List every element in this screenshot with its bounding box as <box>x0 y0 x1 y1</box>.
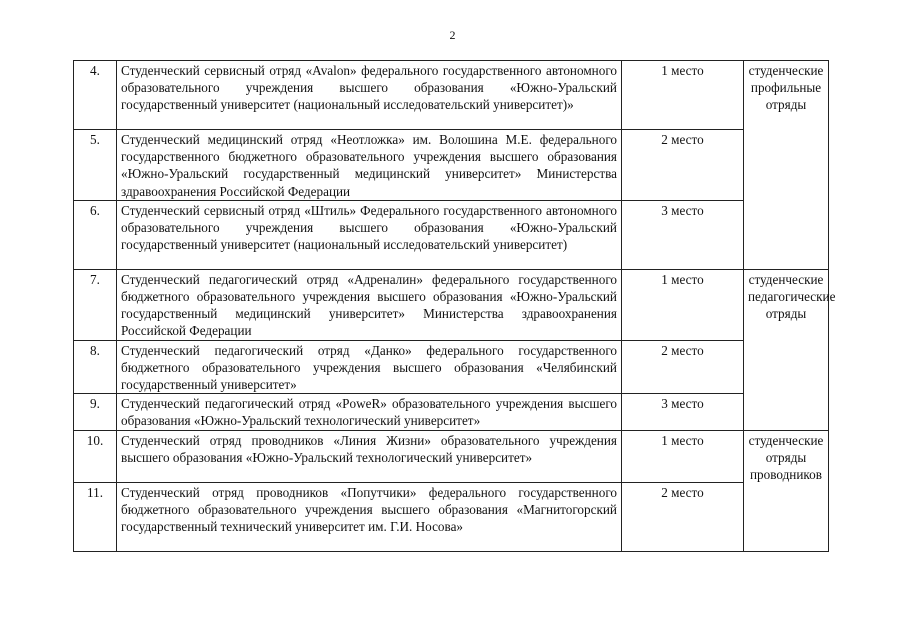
table-row <box>74 430 829 482</box>
detachment-name: Студенческий медицинский отряд «Неотложка» им. Волошина М.Е. федерального государственного бюджетного образовательного учреждения высшего образования «Южно-Уральский государственный медицинский университет» Министерства здравоохранения Российской Федерации <box>117 130 622 201</box>
table-row <box>74 130 829 201</box>
detachment-name: Студенческий отряд проводников «Попутчики» федерального государственного бюджетного образовательного учреждения высшего образования «Магнитогорский государственный технический университет им. Г.И. Носова» <box>117 482 622 551</box>
row-number: 4. <box>74 61 117 130</box>
detachment-name: Студенческий педагогический отряд «Адреналин» федерального государственного бюджетного образовательного учреждения высшего образования «Южно-Уральский государственный медицинский университет» Министерства здравоохранения Российской Федерации <box>117 269 622 340</box>
table-row <box>74 269 829 340</box>
detachment-name: Студенческий отряд проводников «Линия Жизни» образовательного учреждения высшего образования «Южно-Уральский технологический университет» <box>117 430 622 482</box>
row-number: 11. <box>74 482 117 551</box>
row-number: 6. <box>74 200 117 269</box>
place-cell: 2 место <box>622 340 744 394</box>
table-row <box>74 61 829 130</box>
place-cell: 3 место <box>622 200 744 269</box>
detachment-name: Студенческий педагогический отряд «Данко» федерального государственного бюджетного образовательного учреждения высшего образования «Челябинский государственный университет» <box>117 340 622 394</box>
category-cell: студенческие педагогические отряды <box>744 269 829 430</box>
place-cell: 2 место <box>622 482 744 551</box>
category-cell: студенческие отряды проводников <box>744 430 829 551</box>
place-cell: 1 место <box>622 61 744 130</box>
row-number: 5. <box>74 130 117 201</box>
place-cell: 2 место <box>622 130 744 201</box>
row-number: 9. <box>74 394 117 430</box>
table-row <box>74 200 829 269</box>
results-table <box>73 60 836 552</box>
page-number: 2 <box>449 28 456 42</box>
detachment-name: Студенческий сервисный отряд «Штиль» Федерального государственного автономного образовательного учреждения высшего образования «Южно-Уральский государственный университет (национальный исследовательский университет) <box>117 200 622 269</box>
table-row <box>74 482 829 551</box>
table-row <box>74 394 829 430</box>
table-row <box>74 340 829 394</box>
place-cell: 1 место <box>622 269 744 340</box>
row-number: 8. <box>74 340 117 394</box>
row-number: 10. <box>74 430 117 482</box>
category-cell: студенческие профильные отряды <box>744 61 829 270</box>
place-cell: 1 место <box>622 430 744 482</box>
place-cell: 3 место <box>622 394 744 430</box>
detachment-name: Студенческий педагогический отряд «PoweR» образовательного учреждения высшего образования «Южно-Уральский технологический университет» <box>117 394 622 430</box>
detachment-name: Студенческий сервисный отряд «Avalon» федерального государственного автономного образовательного учреждения высшего образования «Южно-Уральский государственный университет (национальный исследовательский университет)» <box>117 61 622 130</box>
row-number: 7. <box>74 269 117 340</box>
